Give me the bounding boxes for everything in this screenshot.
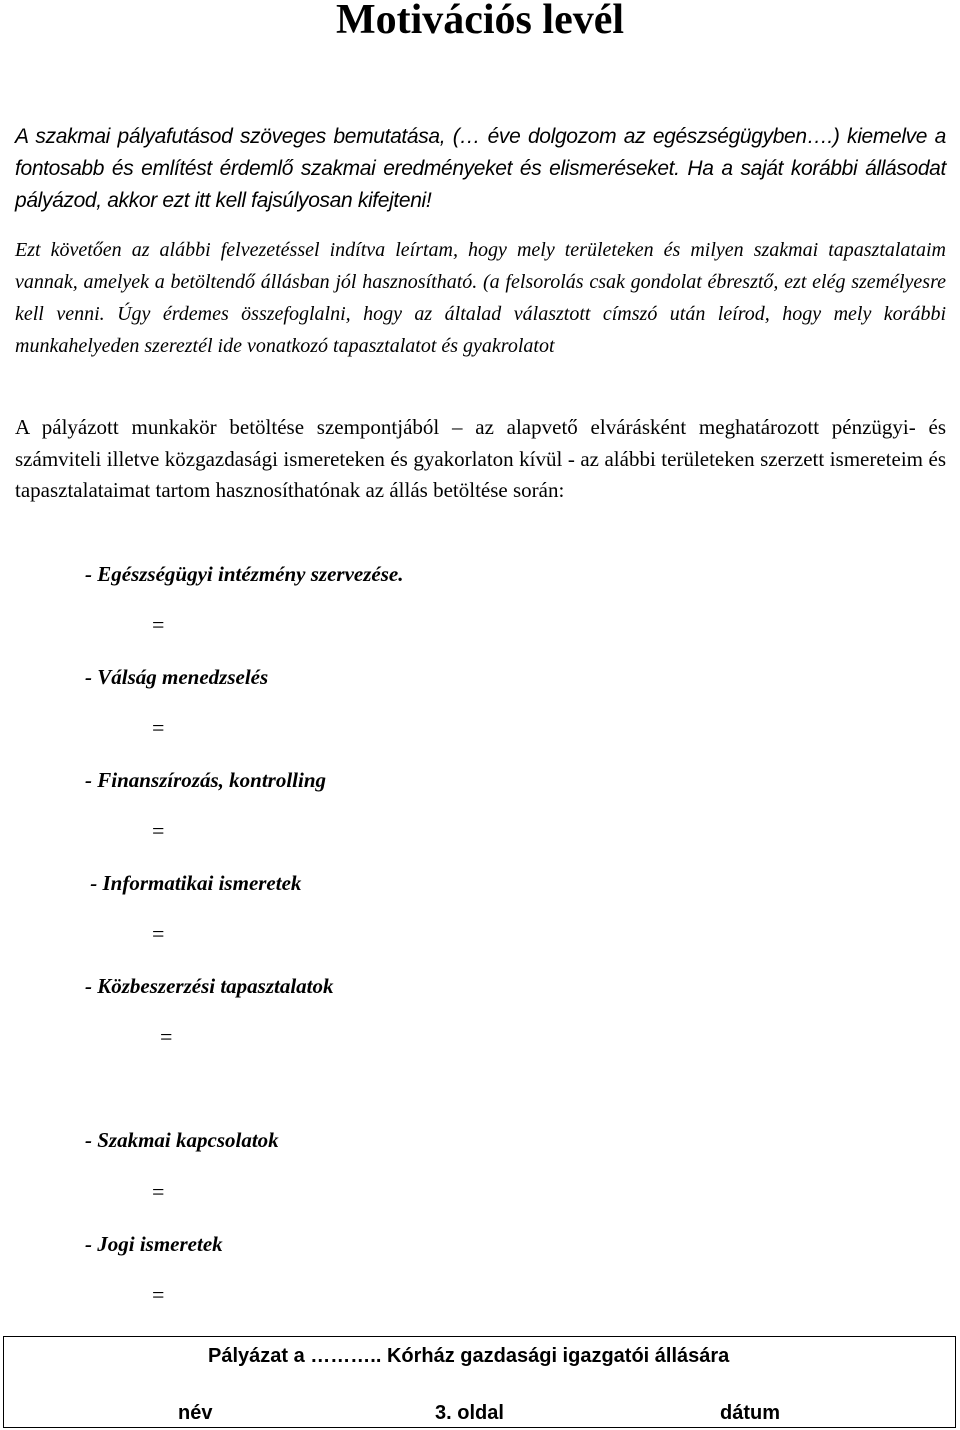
intro-paragraph: A szakmai pályafutásod szöveges bemutatása, (… éve dolgozom az egészségügyben….) kiemelve a fontosabb és említést érdemlő szakmai eredményeket és elismeréseket. Ha a saját korábbi állásodat pályázod, akkor ezt itt kell fajsúlyosan kifejteni! [15, 125, 946, 212]
section-heading-finance: - Finanszírozás, kontrolling [85, 768, 327, 792]
footer-date: dátum [720, 1402, 780, 1424]
section-heading-relations: - Szakmai kapcsolatok [85, 1128, 279, 1152]
footer-box [3, 1336, 956, 1428]
section-value-it: = [152, 921, 165, 946]
section-value-procurement: = [160, 1024, 173, 1049]
section-value-organization: = [152, 612, 165, 637]
experience-paragraph: Ezt követően az alábbi felvezetéssel indítva leírtam, hogy mely területeken és milyen szakmai tapasztalataim vannak, amelyek a betöltendő állásban jól hasznosítható. (a felsorolás csak gondolat ébresztő, ezt elég személyesre kell venni. Úgy érdemes összefoglalni, hogy az általad választott címszó után leírod, hogy mely korábbi munkahelyeden szereztél ide vonatkozó tapasztalatot és gyakrolatot [15, 239, 946, 357]
section-value-crisis: = [152, 715, 165, 740]
section-value-relations: = [152, 1179, 165, 1204]
section-heading-crisis: - Válság menedzselés [85, 665, 269, 689]
section-heading-it: - Informatikai ismeretek [85, 871, 302, 895]
section-value-legal: = [152, 1282, 165, 1307]
section-heading-procurement: - Közbeszerzési tapasztalatok [85, 974, 334, 998]
page-title: Motivációs levél [335, 0, 625, 43]
section-value-finance: = [152, 818, 165, 843]
qualification-paragraph: A pályázott munkakör betöltése szempontjából – az alapvető elvárásként meghatározott pénzügyi- és számviteli illetve közgazdasági ismereteken és gyakorlaton kívül - az alábbi területeken szerzett ismereteim és tapasztalataimat tartom hasznosíthatónak az állás betöltése során: [15, 415, 946, 502]
footer-page-number: 3. oldal [435, 1402, 504, 1424]
footer-name: név [178, 1402, 213, 1424]
section-heading-legal: - Jogi ismeretek [85, 1232, 223, 1256]
section-heading-organization: - Egészségügyi intézmény szervezése. [85, 562, 404, 586]
footer-title: Pályázat a ……….. Kórház gazdasági igazgatói állására [208, 1345, 730, 1367]
